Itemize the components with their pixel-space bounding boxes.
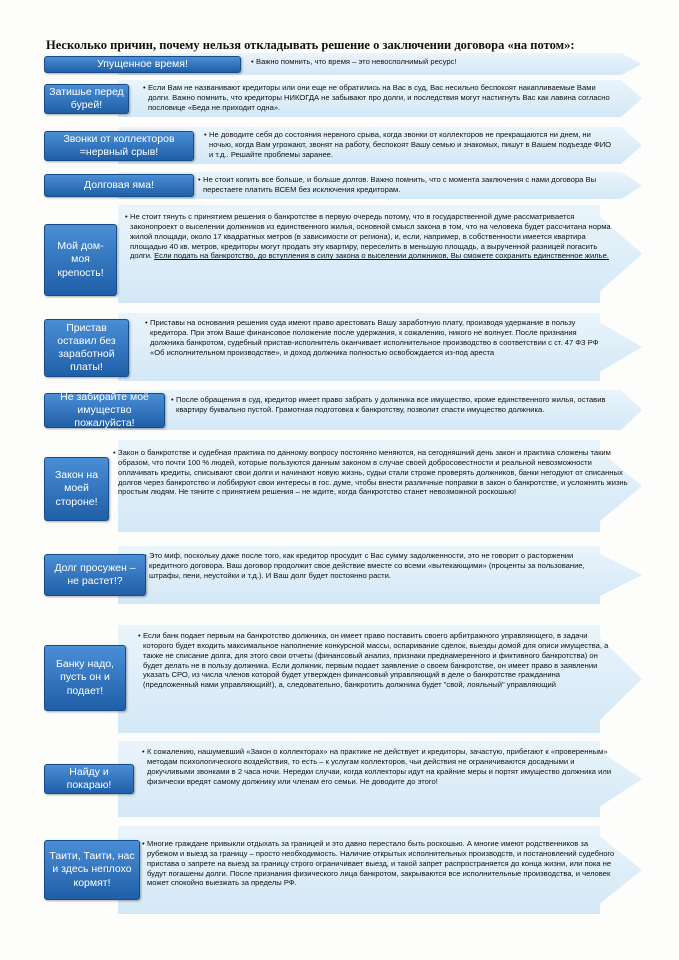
reason-label: Долговая яма! <box>44 174 194 197</box>
reason-text: • Если Вам не названивают кредиторы или они еще не обратились на Вас в суд, Вас несильно беспокоят накапливаемые Вами долги. Важно помнить, что кредиторы НИКОГДА не забывают про долги, и последствия могут настигнуть Вас как лавина согласно пословице «Беда не приходит одна». <box>143 83 610 112</box>
reason-row <box>0 172 679 199</box>
reason-label: Найду и покараю! <box>44 764 134 794</box>
reason-label: Не забирайте моё имущество пожалуйста! <box>44 393 165 428</box>
reason-text: • Не стоит копить все больше, и больше долгов. Важно помнить, что с момента заключения с нами договора Вы перестаете платить ВСЕМ без исключения кредиторам. <box>198 175 597 194</box>
reason-text: • После обращения в суд, кредитор имеет право забрать у должника все имущество, кроме единственного жилья, оставив квартиру буквально пустой. Грамотная подготовка к банкротству, позволит спасти имущество должника. <box>171 395 606 414</box>
reason-text: • Важно помнить, что время – это невосполнимый ресурс! <box>251 57 457 66</box>
reason-label: Закон на моей стороне! <box>44 457 109 521</box>
reason-label: Пристав оставил без заработной платы! <box>44 319 129 377</box>
reason-label: Упущенное время! <box>44 56 241 73</box>
reason-label: Таити, Таити, нас и здесь неплохо кормят! <box>44 840 140 900</box>
reason-row <box>0 440 679 532</box>
reason-text: Это миф, поскольку даже после того, как кредитор просудит с Вас сумму задолженности, это не говорит о расторжении кредитного договора. Ваш договор продолжит свое действие вместе со всеми «вытекающими» (проценты за пользование, штрафы, пени, неустойки и т.д.). И Ваш долг будет постоянно расти. <box>149 551 585 580</box>
reason-row <box>0 53 679 75</box>
reason-label: Банку надо, пусть он и подает! <box>44 645 126 711</box>
reason-text: • Не доводите себя до состояния нервного срыва, когда звонки от коллекторов не прекращаются ни днем, ни ночью, когда Вам угрожают, звонят на работу, беспокоят Вашу семью и знакомых, пишут в Вашем подъезде ФИО и т.д.. Решайте проблемы заранее. <box>204 130 612 159</box>
reason-label: Звонки от коллекторов =нервный срыв! <box>44 131 194 161</box>
reason-text: • Многие граждане привыкли отдыхать за границей и это давно перестало быть роскошью. А многие имеют родственников за рубежом и выезд за границу – просто необходимость. Наличие открытых исполнительных производств, и постановлений судебного пристава о запрете на выезд за границу строго ограничивает выезд, и такой запрет распространяется до конца жизни, или пока не будут погашены долги. После признания физического лица банкротом, закрываются все исполнительные производства, и человек может спокойно выезжать за пределы РФ. <box>142 839 615 888</box>
reason-row <box>0 80 679 117</box>
reason-text-underlined: Если подать на банкротство, до вступления в силу закона о выселении должников, Вы сможете сохранить единственное жилье. <box>154 251 609 261</box>
reason-text: • К сожалению, нашумевший «Закон о коллекторах» на практике не действует и кредиторы, зачастую, прибегают к «проверенным» методам психологического воздействия, то есть – к услугам коллекторов, чьи действия не ограничиваются досадными и докучливыми звонками в 2 часа ночи. Нередки случаи, когда коллекторы идут на крайние меры и портят имущество должника или физически вредят самому должнику или членам его семьи. Не доводите до этого! <box>142 747 612 786</box>
reason-row <box>0 546 679 604</box>
reason-row <box>0 625 679 733</box>
reason-text: • Если банк подает первым на банкротство должника, он имеет право поставить своего арбитражного управляющего, в задачи которого будет входить максимальное наполнение конкурсной массы, оспаривание сделок, выезды домой для описи имущества, а также не списание долга, для этого свои отчеты (финансовый анализ, признаки преднамеренного и фиктивного банкротства) он будет делать не в пользу должника. Если должник, первым подает заявление о своем банкротстве, он имеет право в заявлении указать СРО, из числа членов которой будет утвержден финансовый управляющий в деле о банкротстве гражданина (предложенный нами управляющий!), а, следовательно, банкротить должника будет "свой, лояльный" управляющий <box>138 631 609 690</box>
page-title: Несколько причин, почему нельзя откладывать решение о заключении договора «на потом»: <box>46 38 575 52</box>
reason-text: • Закон о банкротстве и судебная практика по данному вопросу постоянно меняются, на сегодняшний день закон и практика сложены таким образом, что почти 100 % людей, которые пользуются данным законом в случае своей добросовестности и реальной невозможности оплачивать кредиты, списывают свои долги и начинают новую жизнь, судьи стали строже проверять должников, банки негодуют от списанных долгов через банкротство и лоббируют свои интересы в гос. думе, чтобы внести различные поправки в закон о банкротстве, и усложнить жизнь простым людям. Не тяните с принятием решения – не ждите, когда банкротство станет невозможной роскошью! <box>113 448 628 497</box>
reason-text: • Не стоит тянуть с принятием решения о банкротстве в первую очередь потому, что в государственной думе рассматривается законопроект о выселении должников из единственного жилья, основной смысл закона в том, что на человека будет рассчитана норма жилой площади, около 17 квадратных метров (в зависимости от региона), и, если, например, в собственности имеется квартира площадью 40 кв. метров, кредиторы могут продать эту квартиру, переселить в меньшую площадь, а вырученной разницей погасить долги. Если подать на банкротство, до вступления в силу закона о выселении должников, Вы сможете сохранить единственное жилье. <box>125 212 611 261</box>
reason-row <box>0 826 679 914</box>
reason-row <box>0 127 679 164</box>
reason-label: Затишье перед бурей! <box>44 84 129 114</box>
reason-label: Долг просужен – не растет!? <box>44 554 146 596</box>
reason-row <box>0 205 679 303</box>
reason-row <box>0 741 679 817</box>
reason-row <box>0 390 679 430</box>
reason-label: Мой дом-моя крепость! <box>44 224 117 296</box>
reason-row <box>0 313 679 381</box>
reason-text: • Приставы на основания решения суда имеют право арестовать Вашу заработную плату, производя удержание в пользу кредитора. При этом Ваше финансовое положение после удержания, к сожалению, никого не волнует. После признания должника банкротом, судебный пристав-исполнитель оканчивает исполнительное производство в соответствии с ст. 47 ФЗ РФ «Об исполнительном производстве», и доход должника полностью освобождается из-под ареста <box>145 318 599 357</box>
